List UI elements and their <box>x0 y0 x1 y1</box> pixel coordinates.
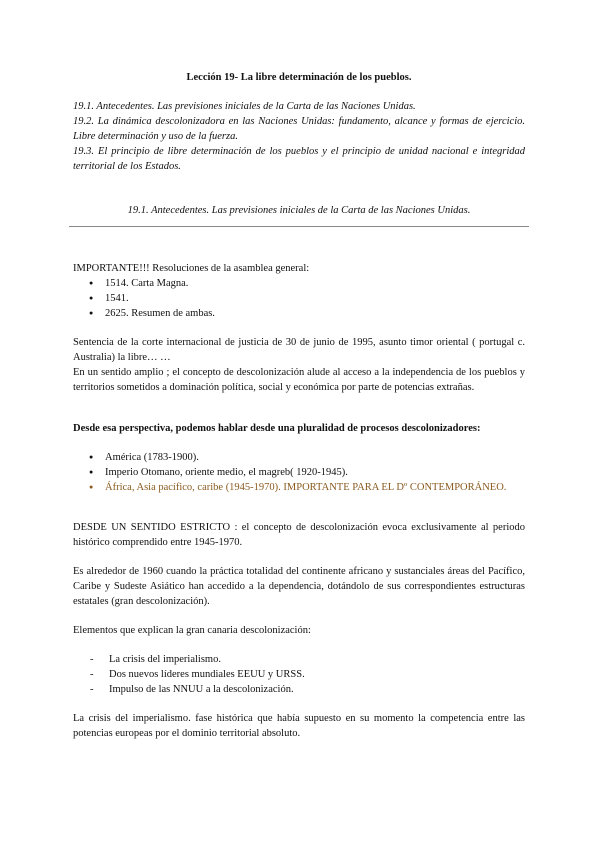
table-of-contents <box>73 99 525 174</box>
sentido-amplio-paragraph: En un sentido amplio ; el concepto de descolonización alude al acceso a la independencia de los pueblos y territorios sometidos a dominación política, social y económica por parte de potencias extrañas. <box>73 367 525 393</box>
resolutions-list <box>73 276 525 321</box>
list-item: ● 2625. Resumen de ambas. <box>105 306 525 321</box>
section-divider <box>69 226 529 227</box>
important-label: IMPORTANTE!!! Resoluciones de la asamblea general: <box>73 263 310 274</box>
list-item-highlighted: ● África, Asia pacífico, caribe (1945-1970). IMPORTANTE PARA EL Dº CONTEMPORÁNEO. <box>105 480 525 495</box>
perspectiva-heading: Desde esa perspectiva, podemos hablar desde una pluralidad de procesos descolonizadores: <box>73 423 481 434</box>
list-item: - Dos nuevos líderes mundiales EEUU y URSS. <box>109 667 525 682</box>
procesos-list <box>73 450 525 495</box>
list-item: ● 1541. <box>105 291 525 306</box>
alrededor-1960-paragraph: Es alrededor de 1960 cuando la práctica totalidad del continente africano y sustanciales áreas del Pacífico, Caribe y Sudeste Asiático han accedido a la dependencia, dotándolo de sus correspondientes estructuras estatales (gran descolonización). <box>73 566 525 607</box>
sentencia-paragraph: Sentencia de la corte internacional de justicia de 30 de junio de 1995, asunto timor oriental ( portugal c. Australia) la libre… … <box>73 337 525 363</box>
elementos-list <box>73 652 525 697</box>
sentido-estricto-paragraph: DESDE UN SENTIDO ESTRICTO : el concepto de descolonización evoca exclusivamente al periodo histórico comprendido entre 1945-1970. <box>73 522 525 548</box>
list-item: ● Imperio Otomano, oriente medio, el magreb( 1920-1945). <box>105 465 525 480</box>
toc-item: 19.1. Antecedentes. Las previsiones iniciales de la Carta de las Naciones Unidas. <box>73 101 416 112</box>
section-heading: 19.1. Antecedentes. Las previsiones iniciales de la Carta de las Naciones Unidas. <box>127 205 471 216</box>
lesson-title: Lección 19- La libre determinación de los pueblos. <box>186 72 412 83</box>
list-item: ● América (1783-1900). <box>105 450 525 465</box>
elementos-heading: Elementos que explican la gran canaria descolonización: <box>73 625 311 636</box>
toc-item: 19.2. La dinámica descolonizadora en las Naciones Unidas: fundamento, alcance y formas de ejercicio. Libre determinación y uso de la fuerza. <box>73 116 525 142</box>
list-item: - La crisis del imperialismo. <box>109 652 525 667</box>
crisis-imperialismo-paragraph: La crisis del imperialismo. fase histórica que había supuesto en su momento la competencia entre las potencias europeas por el dominio territorial absoluto. <box>73 713 525 739</box>
list-item: - Impulso de las NNUU a la descolonización. <box>109 682 525 697</box>
toc-item: 19.3. El principio de libre determinación de los pueblos y el principio de unidad nacional e integridad territorial de los Estados. <box>73 146 525 172</box>
document-body <box>73 70 525 741</box>
list-item: ● 1514. Carta Magna. <box>105 276 525 291</box>
